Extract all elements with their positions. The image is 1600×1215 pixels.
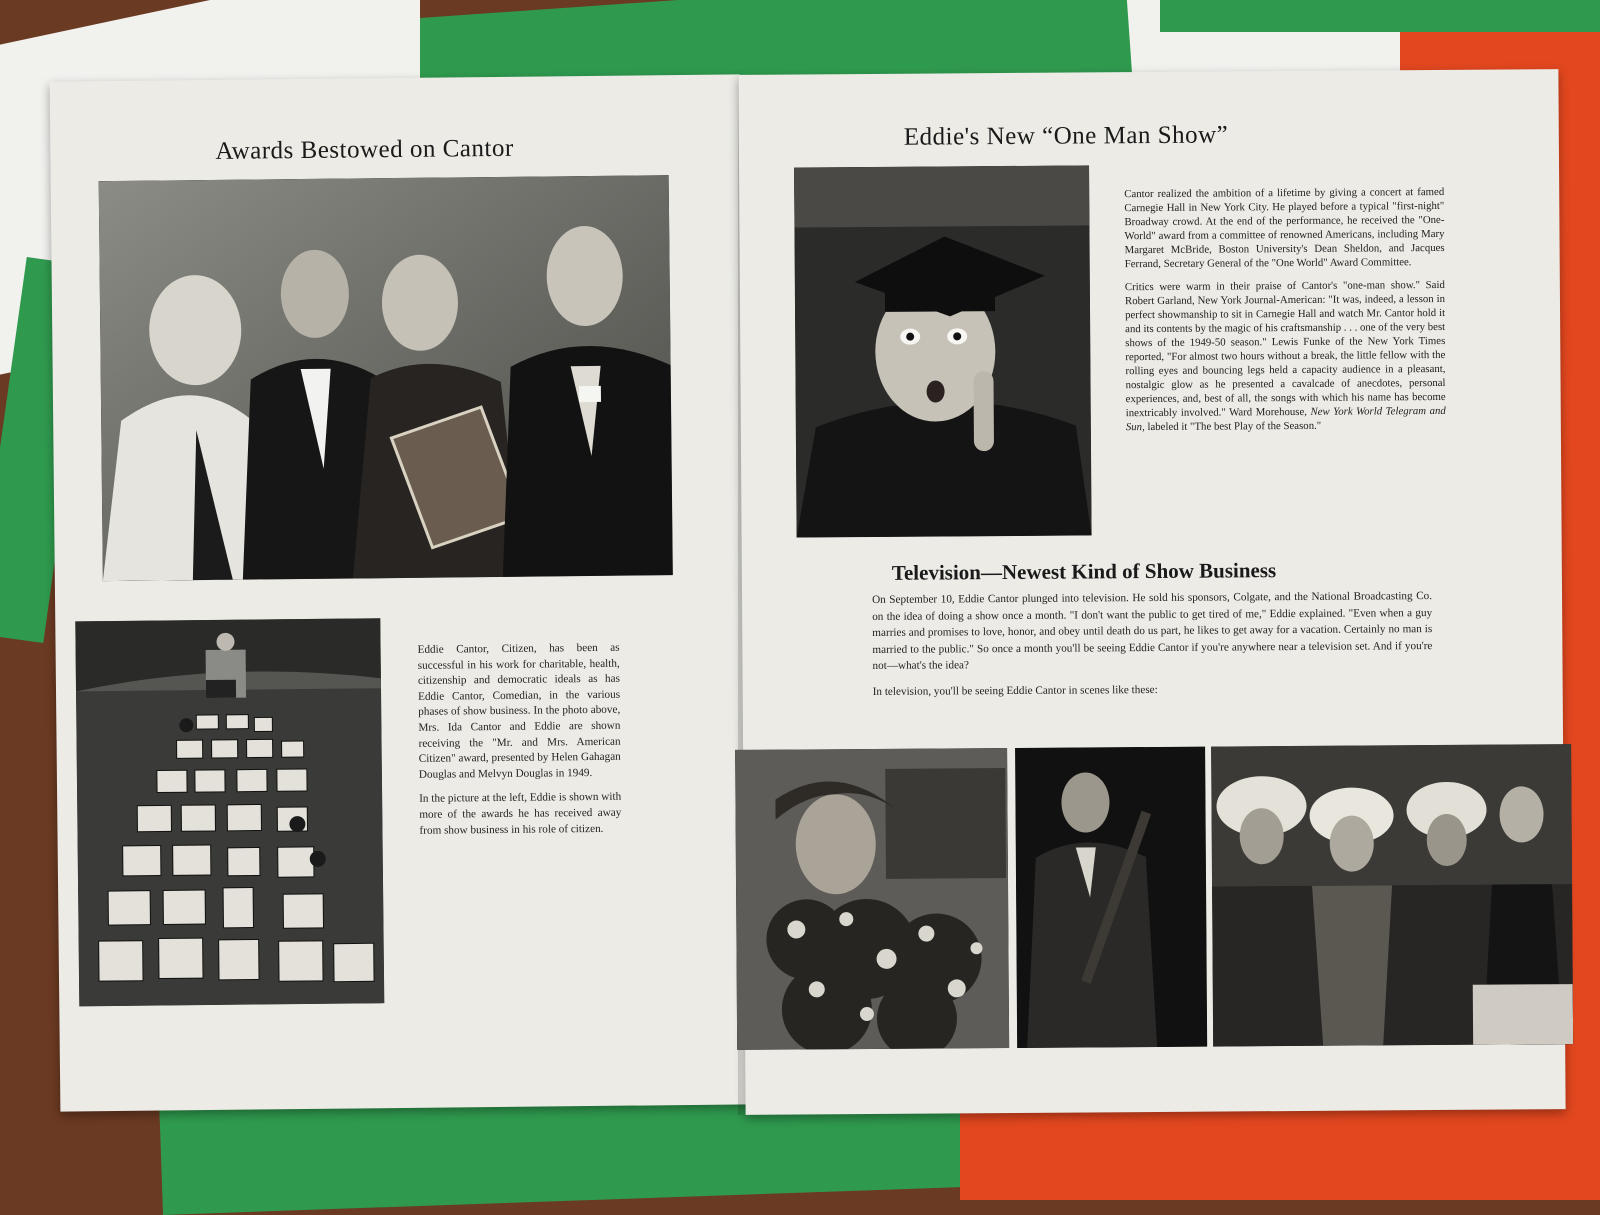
one-man-show-article <box>1124 185 1446 443</box>
television-article <box>872 588 1433 709</box>
television-paragraph: In television, you'll be seeing Eddie Cantor in scenes like these: <box>872 683 1158 698</box>
award-ceremony-photo <box>99 175 673 581</box>
eddie-cap-gown-photo <box>794 165 1092 537</box>
critics-text: Critics were warm in their praise of Cantor's "one-man show." Said Robert Garland, New York Journal-American: "It was, indeed, a lesson in perfect showmanship to sit in Carnegie Hall and watch Mr. Cantor hold it and its contents by the magic of his craftsmanship . . . one of the very best shows of the 1949-50 season." Lewis Funke of the New York Times reported, "For almost two hours without a break, the little fellow with the rolling eyes and bouncing legs held a capacity audience in a pleasant, nostalgic glow as he presented a cavalcade of anecdotes, personal experiences, and, best of all, the songs with which his name has become inextricably involved." Ward Morehouse, <box>1124 278 1446 420</box>
one-man-show-paragraph <box>1125 278 1446 434</box>
television-paragraph: On September 10, Eddie Cantor plunged into television. He sold his sponsors, Colgate, and the National Broadcasting Co. on the idea of doing a show once a month. "I don't want the public to get tired of me," Eddie explained. "Even when a guy marries and promises to love, honor, and obey until death do us part, he likes to get away for a vacation. Certainly no man is married to the public." So once a month you'll be seeing Eddie Cantor if you're anywhere near a television set. And if you're not—what's the idea? <box>872 590 1433 673</box>
award-caption-paragraph: Eddie Cantor, Citizen, has been as successful in his work for charitable, health, citizenship and democratic ideals as has Eddie Cantor, Comedian, in the various phases of show business. In the photo above, Mrs. Ida Cantor and Eddie are shown receiving the "Mr. and Mrs. American Citizen" award, presented by Helen Gahagan Douglas and Melvyn Douglas in 1949. <box>417 641 621 781</box>
tv-scene-rifle-photo <box>1015 747 1207 1048</box>
publication-name: New York World Telegram and Sun, <box>1125 404 1446 434</box>
tv-scene-headdresses-photo <box>1211 744 1573 1047</box>
awards-collection-photo <box>75 618 384 1006</box>
tv-scene-flowers-photo <box>735 748 1009 1050</box>
right-page <box>738 69 1565 1115</box>
television-heading: Television—Newest Kind of Show Business <box>891 558 1277 585</box>
left-page <box>50 74 751 1111</box>
right-page-title: Eddie's New “One Man Show” <box>903 121 1229 151</box>
critics-ending: labeled it "The best Play of the Season." <box>1147 419 1322 434</box>
left-page-title: Awards Bestowed on Cantor <box>215 134 514 165</box>
one-man-show-paragraph: Cantor realized the ambition of a lifetime by giving a concert at famed Carnegie Hall in New York City. He played before a typical "first-night" Broadway crowd. At the end of the performance, he received the "One-World" award from a committee of renowned Americans, including Mary Margaret McBride, Boston University's Dean Sheldon, and Jacques Ferrand, Secretary General of the "One World" Award Committee. <box>1124 185 1445 271</box>
green-card-topright <box>1160 0 1600 32</box>
award-caption-paragraph: In the picture at the left, Eddie is shown with more of the awards he has received away from show business in his role of citizen. <box>419 791 622 837</box>
award-caption <box>418 641 622 848</box>
